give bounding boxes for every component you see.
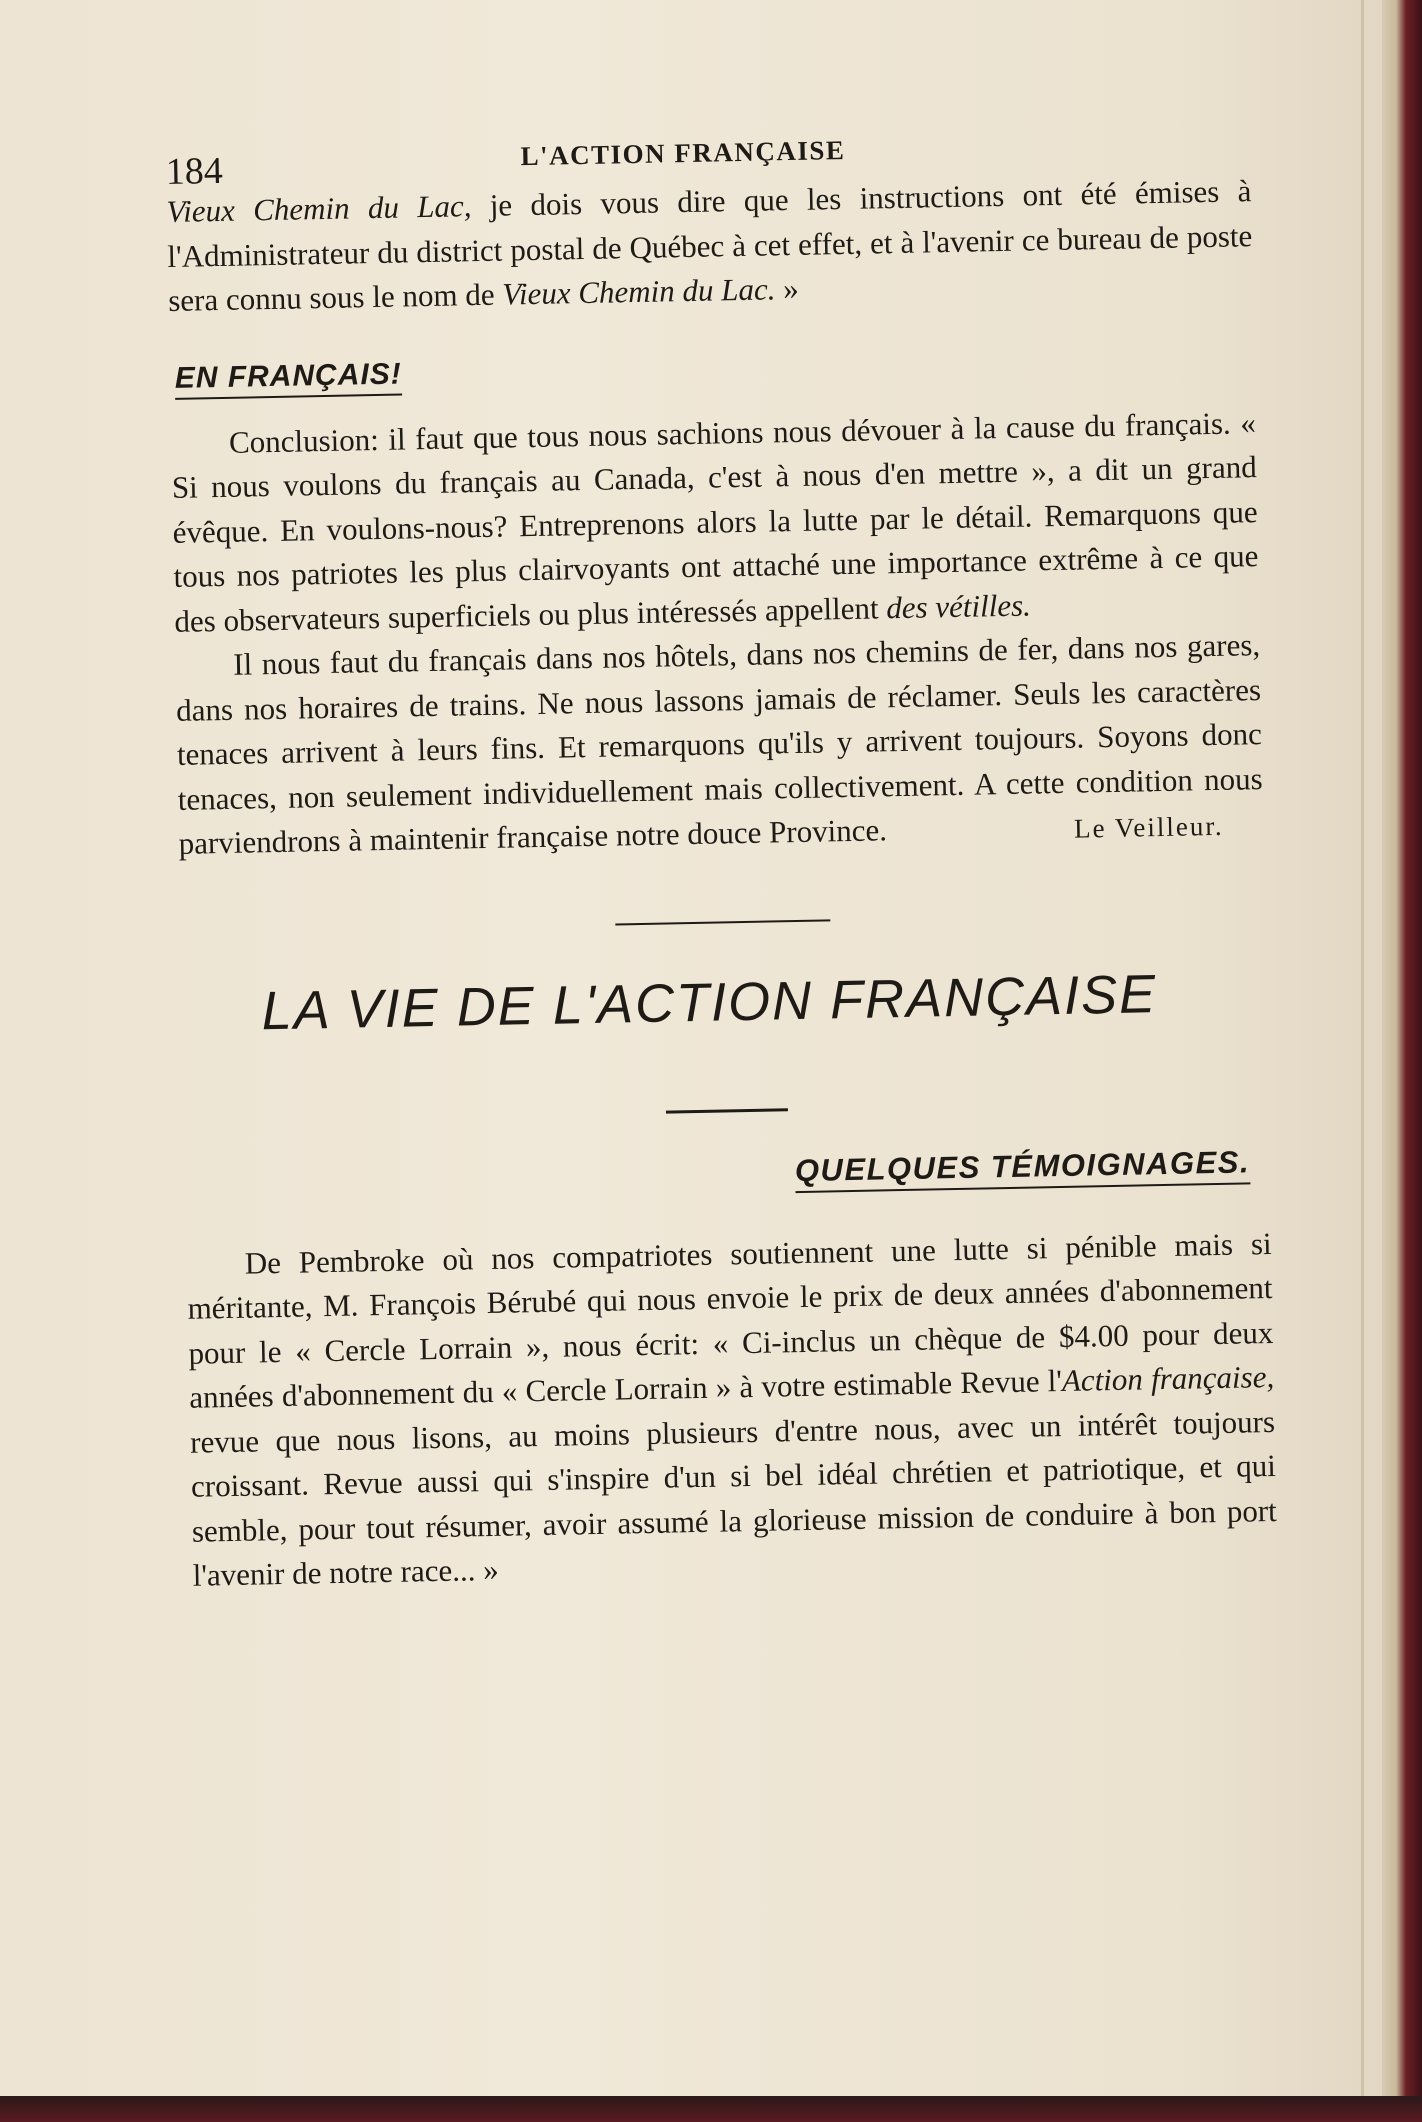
temoignage-text: De Pembroke où nos compatriotes soutiennent une lutte si pénible mais si méritante, M. François Bérubé qui nous envoie le prix de deux années d'abonnement pour le « Cercle Lorrain », nous écrit: « Ci-inclus un chèque de $4.00 pour deux années d'abonnement du « Cercle Lorrain » à votre estimable Revue l' [187, 1225, 1274, 1415]
section-heading-temoignages: QUELQUES TÉMOIGNAGES. [795, 1144, 1251, 1193]
temoignage-paragraph [186, 1221, 1278, 1598]
temoignage-italic: Action française, [1061, 1358, 1275, 1399]
francais-paragraph: Il nous faut du français dans nos hôtels, dans nos chemins de fer, dans nos gares, dans nos horaires de trains. Ne nous lassons jamais de réclamer. Seuls les caractères tenaces arrivent à leurs fins. Et remarquons qu'ils y arrivent toujours. Soyons donc tenaces, non seulement individuellement mais collectivement. A cette condition nous parviendrons à maintenir française notre douce Province. [175, 627, 1263, 861]
section-title: LA VIE DE L'ACTION FRANÇAISE [261, 964, 1158, 1042]
conclusion-text: Conclusion: il faut que tous nous sachions nous dévouer à la cause du français. « Si nous voulons du français au Canada, c'est à nous d'en mettre », a dit un grand évêque. En voulons-nous? Entreprenons alors la lutte par le détail. Remarquons que tous nos patriotes les plus clairvoyants ont attaché une importance extrême à ce que des observateurs superficiels ou plus intéressés appellent [171, 404, 1259, 639]
section-divider [615, 919, 830, 926]
page-crease [1361, 0, 1364, 2122]
title-divider [665, 1108, 787, 1113]
intro-closing: » [775, 270, 799, 307]
page-number: 184 [165, 149, 224, 193]
book-binding-edge [1382, 0, 1422, 2122]
page-bottom-shadow [0, 2096, 1422, 2122]
section-heading-en-francais: EN FRANÇAIS! [174, 357, 402, 399]
intro-italic-end: Vieux Chemin du Lac. [501, 271, 776, 312]
intro-text: je dois vous dire que les instructions ont été émises à l'Administrateur du district postal de Québec à cet effet, et à l'avenir ce bureau de poste sera connu sous le nom de [167, 173, 1253, 318]
signature: Le Veilleur. [1073, 810, 1224, 844]
page-content [165, 109, 1278, 1598]
intro-italic-start: Vieux Chemin du Lac, [166, 188, 472, 229]
running-title: L'ACTION FRANÇAISE [520, 134, 846, 172]
intro-paragraph [166, 169, 1253, 323]
temoignage-end: revue que nous lisons, au moins plusieurs d'entre nous, avec un intérêt toujours croissant. Revue aussi qui s'inspire d'un si bel idéal chrétien et patriotique, et qui semble, pour tout résumer, avoir assumé la glorieuse mission de conduire à bon port l'avenir de notre race... » [189, 1403, 1278, 1593]
conclusion-paragraph [171, 401, 1260, 644]
conclusion-italic: des vétilles. [885, 586, 1032, 625]
